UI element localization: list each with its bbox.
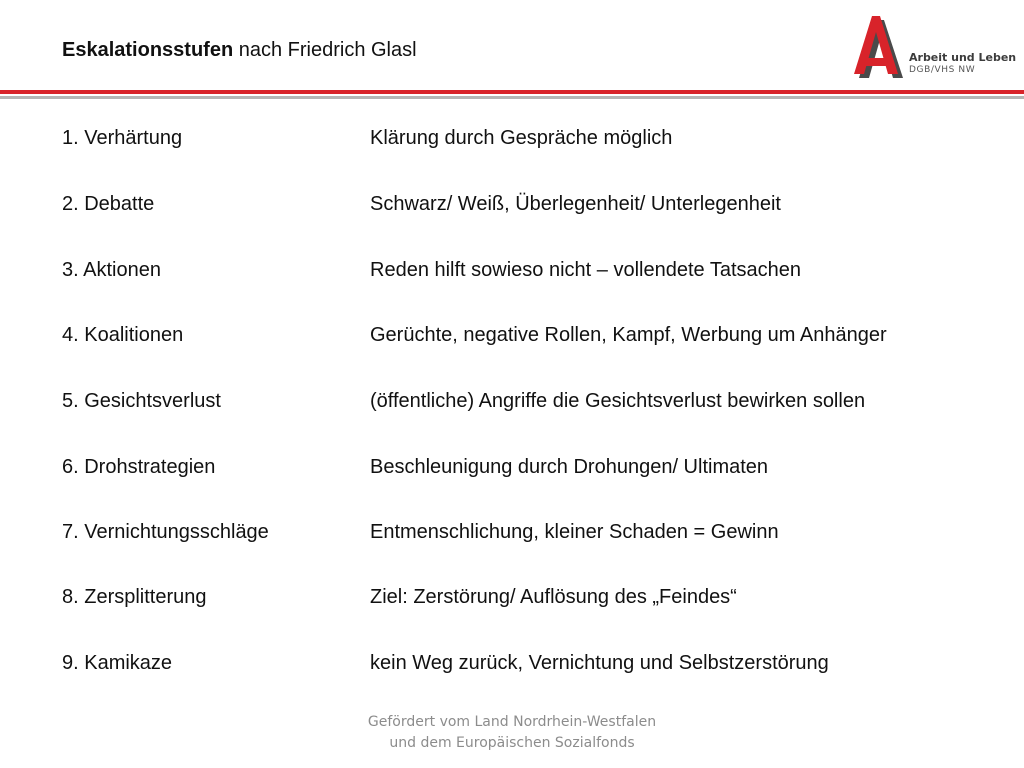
step-description: Entmenschlichung, kleiner Schaden = Gewinn (370, 521, 779, 543)
footer-line-2: und dem Europäischen Sozialfonds (389, 735, 635, 751)
step-name: 1. Verhärtung (62, 127, 183, 149)
step-row (0, 255, 1024, 285)
step-row (0, 648, 1024, 678)
step-name: 8. Zersplitterung (62, 586, 207, 608)
step-name: 4. Koalitionen (62, 324, 184, 346)
step-description: Beschleunigung durch Drohungen/ Ultimaten (370, 456, 769, 478)
step-name: 3. Aktionen (62, 259, 161, 281)
step-description: Reden hilft sowieso nicht – vollendete Tatsachen (370, 259, 802, 281)
step-description: kein Weg zurück, Vernichtung und Selbstzerstörung (370, 652, 829, 674)
footer-line-1: Gefördert vom Land Nordrhein-Westfalen (367, 714, 657, 730)
step-description: Ziel: Zerstörung/ Auflösung des „Feindes“ (370, 586, 737, 608)
step-name: 2. Debatte (62, 193, 155, 215)
header-rule-red (0, 90, 1024, 94)
logo-sub: DGB/VHS NW (909, 65, 976, 75)
step-description: (öffentliche) Angriffe die Gesichtsverlust bewirken sollen (370, 390, 866, 412)
step-name: 9. Kamikaze (62, 652, 173, 674)
step-name: 7. Vernichtungsschläge (62, 521, 269, 543)
header-rule-grey (0, 96, 1024, 99)
step-row (0, 386, 1024, 416)
slide-title (62, 38, 417, 62)
step-name: 6. Drohstrategien (62, 456, 216, 478)
arbeit-und-leben-a-logo-icon (836, 12, 908, 80)
step-row (0, 123, 1024, 153)
step-description: Gerüchte, negative Rollen, Kampf, Werbung um Anhänger (370, 324, 887, 346)
step-row (0, 582, 1024, 612)
step-row (0, 189, 1024, 219)
step-row (0, 320, 1024, 350)
logo-name: Arbeit und Leben (909, 51, 1017, 64)
step-description: Klärung durch Gespräche möglich (370, 127, 673, 149)
step-name: 5. Gesichtsverlust (62, 390, 221, 412)
slide-title-rest: nach Friedrich Glasl (233, 39, 417, 61)
step-row (0, 452, 1024, 482)
slide-title-bold: Eskalationsstufen (62, 39, 234, 61)
arbeit-und-leben-logo (836, 12, 1017, 80)
funding-footer (312, 712, 712, 754)
step-description: Schwarz/ Weiß, Überlegenheit/ Unterlegenheit (370, 193, 781, 215)
step-row (0, 517, 1024, 547)
